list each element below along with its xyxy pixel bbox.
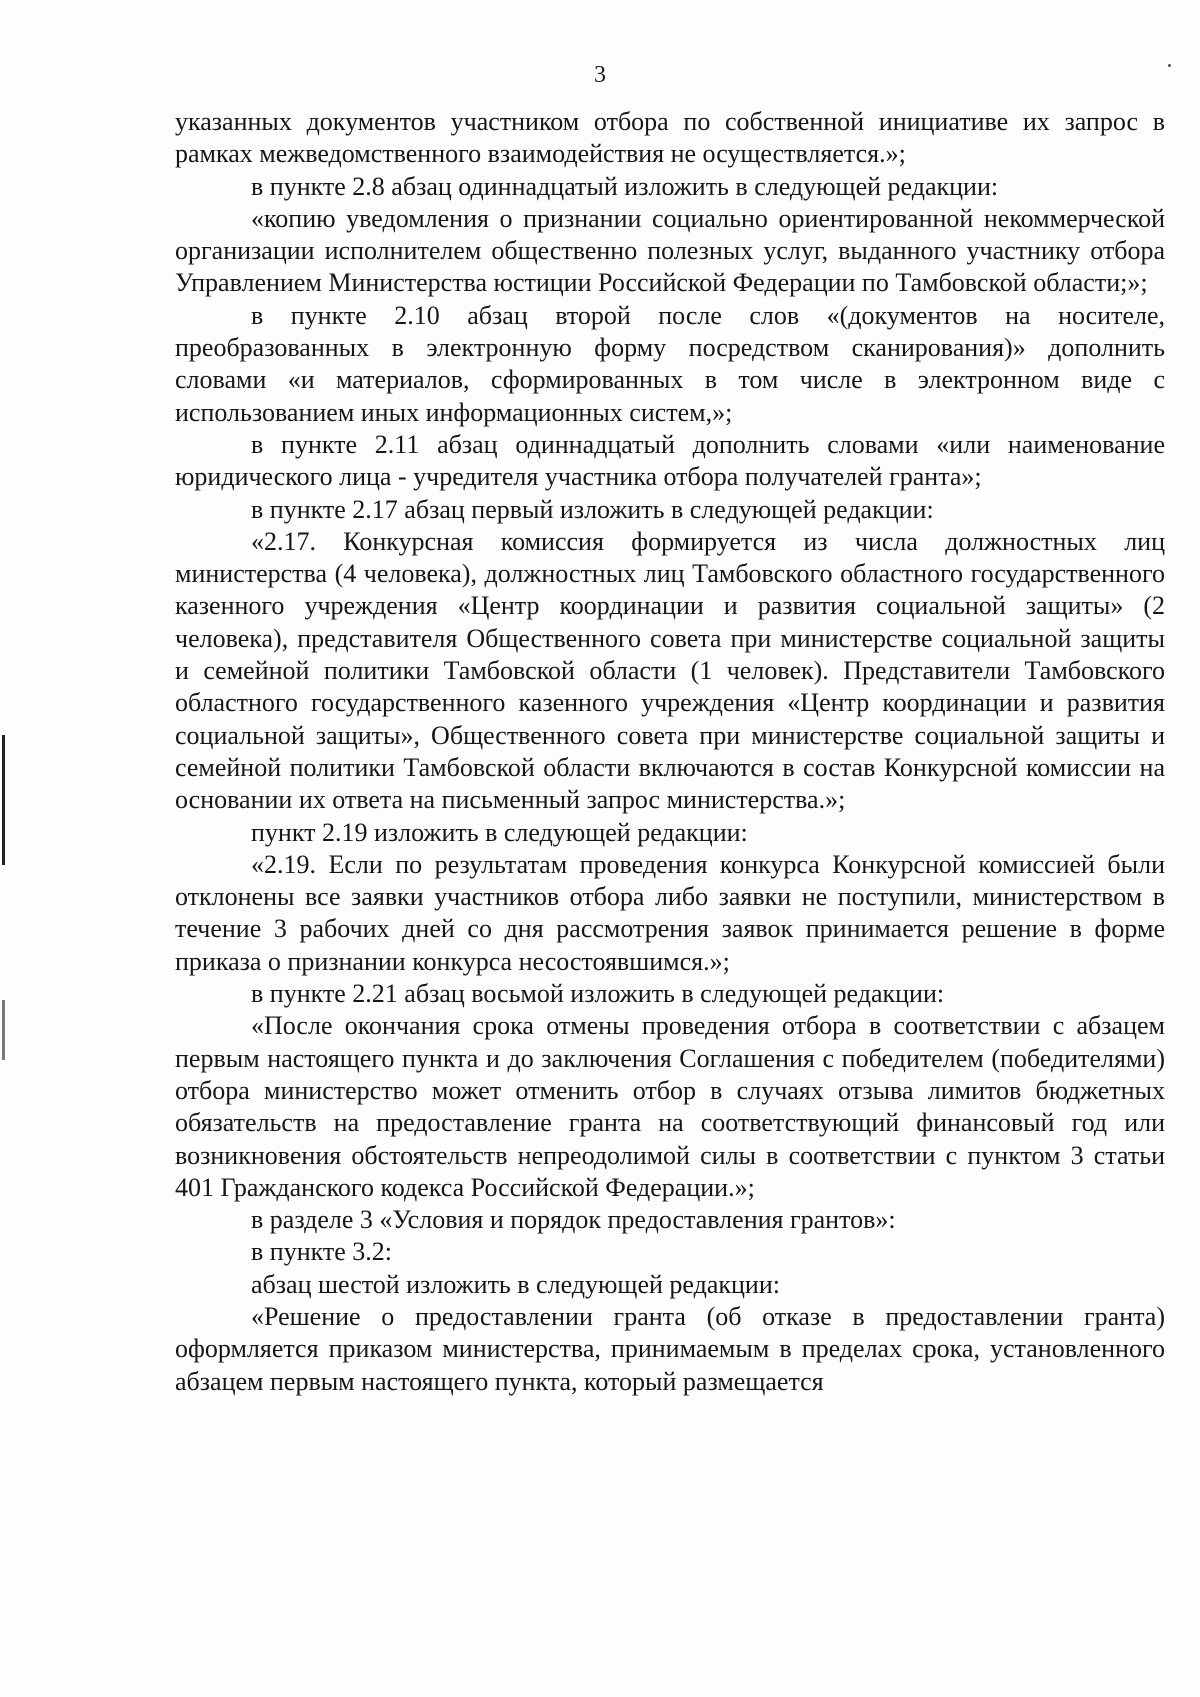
paragraph: абзац шестой изложить в следующей редакции: (251, 1269, 780, 1299)
paragraph: «2.19. Если по результатам проведения конкурса Конкурсной комиссией были отклонены все заявки участников отбора либо заявки не поступили, министерством в течение 3 рабочих дней со дня рассмотрения заявок принимается решение в форме приказа о признании конкурса несостоявшимся.»; (175, 849, 1165, 976)
scan-binding-mark (2, 735, 5, 865)
paragraph: в разделе 3 «Условия и порядок предоставления грантов»: (251, 1205, 896, 1235)
paragraph: «После окончания срока отмены проведения отбора в соответствии с абзацем первым настоящего пункта и до заключения Соглашения с победителем (победителями) отбора министерство может отменить отбор в случаях отзыва лимитов бюджетных обязательств на предоставление гранта на соответствующий финансовый год или возникновения обстоятельств непреодолимой силы в соответствии с пунктом 3 статьи 401 Гражданского кодекса Российской Федерации.»; (175, 1011, 1165, 1202)
paragraph: в пункте 2.17 абзац первый изложить в следующей редакции: (251, 494, 934, 524)
paragraph: указанных документов участником отбора по собственной инициативе их запрос в рамках межведомственного взаимодействия не осуществляется.»; (175, 107, 1165, 169)
page-number: 3 (594, 62, 606, 88)
paragraph: в пункте 2.8 абзац одиннадцатый изложить в следующей редакции: (251, 171, 999, 201)
paragraph: «копию уведомления о признании социально ориентированной некоммерческой организации исполнителем общественно полезных услуг, выданного участнику отбора Управлением Министерства юстиции Российской Федерации по Тамбовской области;»; (175, 203, 1165, 298)
paragraph: «2.17. Конкурсная комиссия формируется из числа должностных лиц министерства (4 человека), должностных лиц Тамбовского областного государственного казенного учреждения «Центр координации и развития социальной защиты» (2 человека), представителя Общественного совета при министерстве социальной защиты и семейной политики Тамбовской области (1 человек). Представители Тамбовского областного государственного казенного учреждения «Центр координации и развития социальной защиты», Общественного совета при министерстве социальной защиты и семейной политики Тамбовской области включаются в состав Конкурсной комиссии на основании их ответа на письменный запрос министерства.»; (175, 526, 1165, 815)
paragraph: пункт 2.19 изложить в следующей редакции: (251, 817, 748, 847)
paragraph: в пункте 2.10 абзац второй после слов «(документов на носителе, преобразованных в электронную форму посредством сканирования)» дополнить словами «и материалов, сформированных в том числе в электронном виде с использованием иных информационных систем,»; (175, 300, 1165, 427)
paragraph: в пункте 3.2: (251, 1237, 393, 1267)
paragraph: «Решение о предоставлении гранта (об отказе в предоставлении гранта) оформляется приказом министерства, принимаемым в пределах срока, установленного абзацем первым настоящего пункта, который размещается (175, 1301, 1165, 1396)
paragraph: в пункте 2.21 абзац восьмой изложить в следующей редакции: (251, 979, 945, 1009)
paragraph: в пункте 2.11 абзац одиннадцатый дополнить словами «или наименование юридического лица - учредителя участника отбора получателей гранта»; (175, 429, 1165, 492)
scan-binding-mark (2, 1000, 5, 1060)
document-body (175, 106, 1165, 1398)
